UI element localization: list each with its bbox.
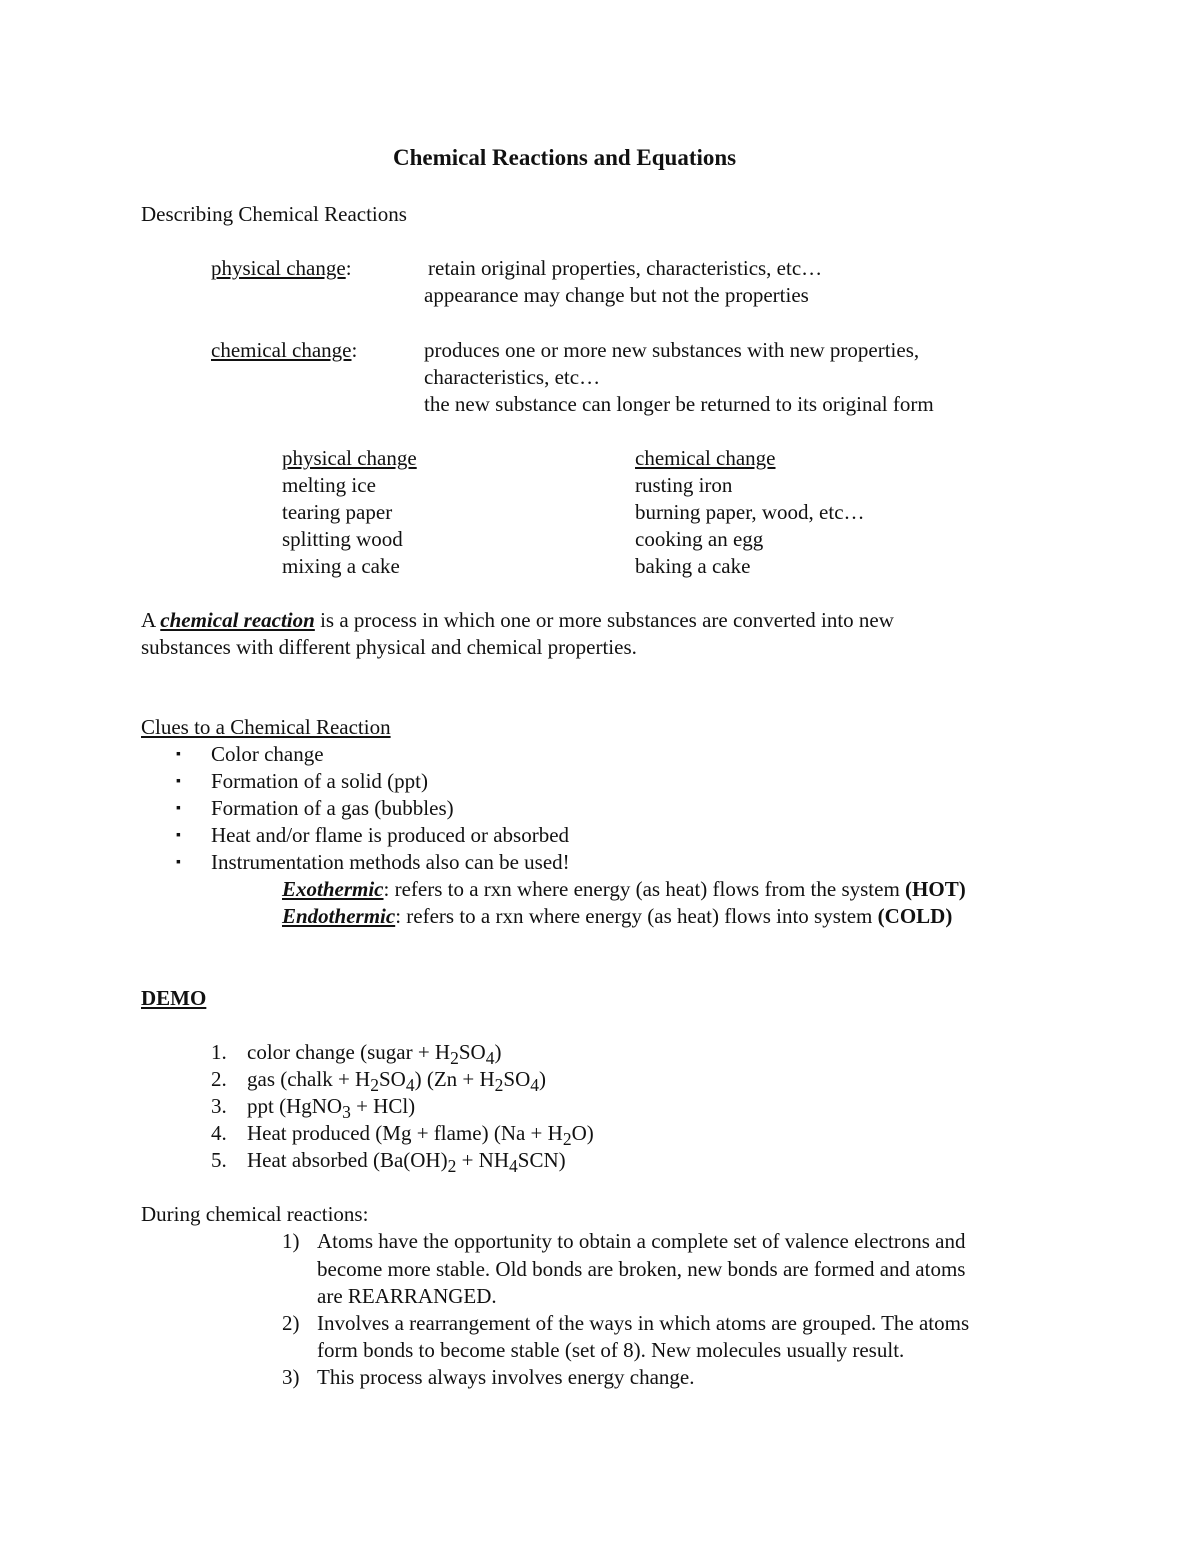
clue-item: Color change [211,742,324,766]
bullet-icon: ▪ [176,801,181,816]
during-line: form bonds to become stable (set of 8). New molecules usually result. [317,1338,905,1362]
bullet-icon: ▪ [176,855,181,870]
physical-change-line-1: retain original properties, characteristics, etc… [428,256,823,280]
clue-item: Formation of a gas (bubbles) [211,796,454,820]
chemical-change-line-3: the new substance can longer be returned to its original form [424,392,934,416]
chemical-change-term [211,337,357,364]
demo-number: 4. [211,1121,227,1145]
during-number: 1) [282,1229,300,1253]
exothermic-term: Exothermic [282,877,384,901]
demo-number: 2. [211,1067,227,1091]
during-line: become more stable. Old bonds are broken, new bonds are formed and atoms [317,1257,966,1281]
during-number: 3) [282,1365,300,1389]
demo-heading: DEMO [141,986,207,1010]
physical-change-label: physical change [211,256,346,280]
physical-change-line-2: appearance may change but not the properties [424,283,809,307]
endothermic-text: : refers to a rxn where energy (as heat) flows into system [395,904,878,928]
demo-item-3: ppt (HgNO$_3$ + HCl) [247,1094,416,1123]
during-number: 2) [282,1311,300,1335]
exothermic-line [282,876,966,903]
definition-prefix: A [141,608,161,632]
demo-item-1: color change (sugar + $H_2SO_4$) [247,1040,502,1069]
endothermic-tag: (COLD) [877,904,953,928]
comparison-header-chemical: chemical change [635,446,776,470]
comparison-cell: mixing a cake [282,554,400,578]
comparison-cell: cooking an egg [635,527,764,551]
during-line: Involves a rearrangement of the ways in which atoms are grouped. The atoms [317,1311,970,1335]
exothermic-tag: (HOT) [905,877,966,901]
comparison-cell: baking a cake [635,554,751,578]
section-heading-describing: Describing Chemical Reactions [141,202,407,226]
during-line: Atoms have the opportunity to obtain a complete set of valence electrons and [317,1229,966,1253]
comparison-cell: melting ice [282,473,376,497]
demo-item-5: Heat absorbed $(Ba(OH)_2 + NH_4SCN)$ [247,1148,566,1177]
comparison-cell: rusting iron [635,473,733,497]
chemical-change-line-1: produces one or more new substances with new properties, [424,338,920,362]
clue-item: Heat and/or flame is produced or absorbed [211,823,570,847]
colon: : [351,338,358,362]
definition-line-1 [141,607,894,634]
chemical-change-line-2: characteristics, etc… [424,365,601,389]
clue-item: Instrumentation methods also can be used! [211,850,570,874]
physical-change-term [211,255,352,282]
bullet-icon: ▪ [176,774,181,789]
clue-item: Formation of a solid (ppt) [211,769,428,793]
comparison-cell: splitting wood [282,527,403,551]
definition-term: chemical reaction [160,608,315,632]
exothermic-text: : refers to a rxn where energy (as heat) flows from the system [383,877,906,901]
bullet-icon: ▪ [176,747,181,762]
endothermic-line [282,903,952,930]
demo-number: 3. [211,1094,227,1118]
endothermic-term: Endothermic [282,904,396,928]
comparison-cell: burning paper, wood, etc… [635,500,865,524]
colon: : [345,256,352,280]
page-title: Chemical Reactions and Equations [393,145,737,170]
chemical-change-label: chemical change [211,338,352,362]
demo-item-2: gas (chalk + $H_2SO_4$) $(Zn + H_2SO_4)$ [247,1067,547,1096]
bullet-icon: ▪ [176,828,181,843]
demo-item-4: Heat produced (Mg + flame) $(Na + H_2O)$ [247,1121,594,1150]
during-line: are REARRANGED. [317,1284,497,1308]
demo-number: 5. [211,1148,227,1172]
comparison-cell: tearing paper [282,500,393,524]
during-line: This process always involves energy change. [317,1365,695,1389]
during-heading: During chemical reactions: [141,1202,369,1226]
clues-heading: Clues to a Chemical Reaction [141,715,391,739]
definition-text: is a process in which one or more substances are converted into new [314,608,894,632]
comparison-header-physical: physical change [282,446,417,470]
definition-line-2: substances with different physical and chemical properties. [141,635,637,659]
demo-number: 1. [211,1040,227,1064]
